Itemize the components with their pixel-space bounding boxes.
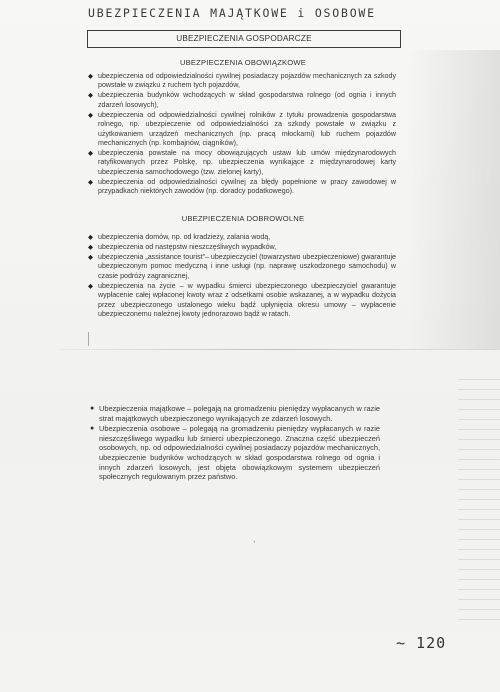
list-item: ◆ ubezpieczenia od odpowiedzialności cywilnej rolników z tytułu prowadzenia gospodarstwa rolnego, np. ubezpieczenie od odpowiedzialności za szkody powstałe w związku z użytkowaniem urządzeń mechanicznych (np. pracą młockarni) lub ruchem pojazdów mechanicznych (np. kombajnów, ciągników), (88, 110, 396, 148)
list-item: ◆ ubezpieczenia od odpowiedzialności cywilnej posiadaczy pojazdów mechanicznych za szkody powstałe w związku z ruchem tych pojazdów, (88, 72, 396, 90)
scan-shadow (407, 50, 500, 350)
list-item: ◆ ubezpieczenia domów, np. od kradzieży, zalania wodą, (88, 233, 271, 241)
definitions-list (90, 404, 380, 483)
bleed-through-text (458, 370, 500, 620)
diamond-bullet-icon: ◆ (88, 73, 93, 80)
circle-bullet-icon: ● (90, 425, 95, 433)
diamond-bullet-icon: ◆ (88, 254, 93, 261)
diamond-bullet-icon: ◆ (88, 150, 93, 158)
diamond-bullet-icon: ◆ (88, 234, 93, 241)
list-item: ◆ ubezpieczenia od następstw nieszczęśliwych wypadków, (88, 243, 277, 251)
stray-mark-icon: ˋ (253, 540, 256, 550)
list-item: ◆ ubezpieczenia budynków wchodzących w skład gospodarstwa rolnego (od ognia i innych zdarzeń losowych), (88, 91, 396, 109)
diamond-bullet-icon: ◆ (88, 178, 93, 186)
margin-rule (88, 332, 89, 346)
voluntary-title: UBEZPIECZENIA DOBROWOLNE (181, 214, 305, 223)
diamond-bullet-icon: ◆ (88, 111, 93, 119)
list-item: ◆ ubezpieczenia „assistance tourist”– ubezpieczyciel (towarzystwo ubezpieczeniowe) gwarantuje ubezpieczonym pomoc medyczną i inne usługi (np. naprawę uszkodzonego samochodu) w czasie podróży zagranicznej, (88, 253, 396, 280)
list-item: ◆ ubezpieczenia na życie – w wypadku śmierci ubezpieczonego ubezpieczyciel gwarantuje wypłacenie całej wpłaconej kwoty wraz z odsetkami osobie wskazanej, a w wypadku dożycia przez ubezpieczonego ustalonego wieku bądź upłynięcia okresu umowy – wypłacenie ubezpieczonemu należnej kwoty jednorazowo bądź w ratach. (88, 281, 396, 319)
definition-item: ● Ubezpieczenia osobowe – polegają na gromadzeniu pieniędzy wypłacanych w razie nieszczęśliwego wypadku lub śmierci ubezpieczonego. Znaczna część ubezpieczeń osobowych, np. od odpowiedzialności cywilnej posiadaczy pojazdów mechanicznych, ubezpieczenie budynków wchodzących w skład gospodarstwa rolnego od ognia i innych zdarzeń losowych, jest objęta obowiązkowym systemem ubezpieczeń społecznych regulowanym przez państwo. (90, 424, 380, 482)
handwritten-title: UBEZPIECZENIA MAJĄTKOWE i OSOBOWE (88, 6, 376, 20)
circle-bullet-icon: ● (90, 405, 95, 412)
obligatory-title: UBEZPIECZENIA OBOWIĄZKOWE (179, 58, 307, 67)
list-item: ◆ ubezpieczenia od odpowiedzialności cywilnej za błędy popełnione w pracy zawodowej w przypadkach niektórych zawodów (np. doradcy podatkowego). (88, 177, 396, 196)
voluntary-list (88, 233, 396, 320)
list-item: ◆ ubezpieczenia powstałe na mocy obowiązujących ustaw lub umów międzynarodowych ratyfikowanych przez Polskę, np. ubezpieczenia wynikające z międzynarodowej karty ubezpieczenia samochodowego (tzw. zielonej karty), (88, 149, 396, 176)
section-header-box: UBEZPIECZENIA GOSPODARCZE (87, 30, 401, 48)
diamond-bullet-icon: ◆ (88, 244, 93, 251)
page-fold-line (58, 349, 498, 350)
obligatory-list (88, 72, 396, 197)
handwritten-page-number: ~ 120 (396, 634, 447, 652)
diamond-bullet-icon: ◆ (88, 92, 93, 100)
diamond-bullet-icon: ◆ (88, 282, 93, 290)
definition-item: ● Ubezpieczenia majątkowe – polegają na gromadzeniu pieniędzy wypłacanych w razie strat majątkowych ubezpieczonego wynikających ze zdarzeń losowych. (90, 404, 380, 423)
